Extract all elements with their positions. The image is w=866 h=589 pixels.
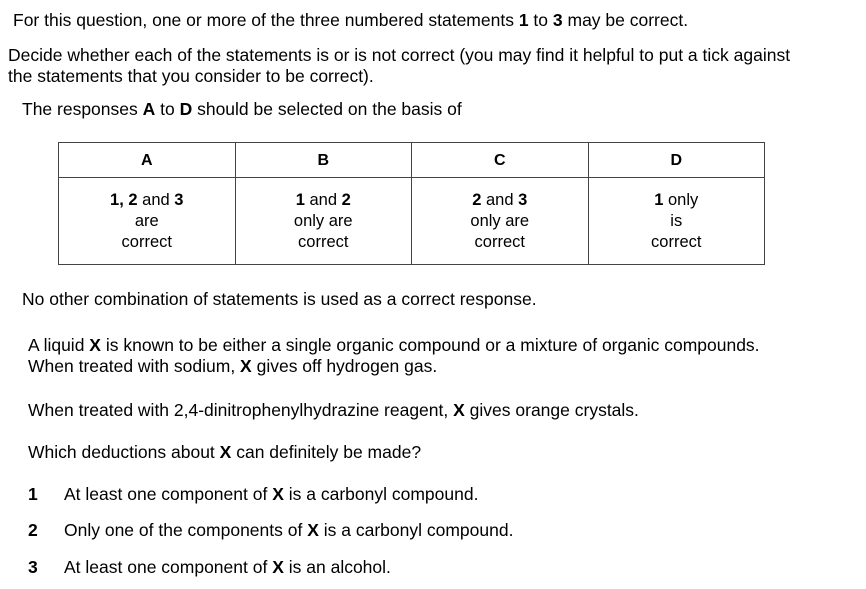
no-other-note: No other combination of statements is used as a correct response. <box>22 289 537 309</box>
cell-a: 1, 2 and 3 are correct <box>59 178 236 265</box>
basis-text: The responses <box>22 99 143 119</box>
compound-x: X <box>219 442 232 462</box>
header-a: A <box>59 143 236 178</box>
header-d: D <box>588 143 765 178</box>
response-key-table <box>58 142 765 265</box>
cell-d: 1 only is correct <box>588 178 765 265</box>
statement-ref: 3 <box>552 10 563 30</box>
intro-line <box>13 10 688 31</box>
compound-x: X <box>453 400 465 420</box>
table-header-row <box>59 143 765 178</box>
question-paragraph-2: When treated with 2,4-dinitrophenylhydrazine reagent, X gives orange crystals. <box>28 400 639 420</box>
response-ref: D <box>179 99 193 119</box>
basis-line <box>22 99 462 120</box>
statement-number: 1 <box>28 484 38 504</box>
list-item: 2 Only one of the components of X is a carbonyl compound. <box>28 520 514 540</box>
decide-line-1: Decide whether each of the statements is or is not correct (you may find it helpful to put a tick against <box>8 45 791 65</box>
cell-b: 1 and 2 only are correct <box>235 178 412 265</box>
header-c: C <box>412 143 589 178</box>
table-row <box>59 178 765 265</box>
statement-number: 2 <box>28 520 38 540</box>
statement-ref: 1 <box>518 10 529 30</box>
header-b: B <box>235 143 412 178</box>
list-item: 3 At least one component of X is an alcohol. <box>28 557 391 577</box>
intro-text: to <box>528 10 553 30</box>
cell-c: 2 and 3 only are correct <box>412 178 589 265</box>
basis-text: should be selected on the basis of <box>192 99 462 119</box>
compound-x: X <box>240 356 252 376</box>
intro-text: may be correct. <box>562 10 689 30</box>
question-paragraph-1: A liquid X is known to be either a single organic compound or a mixture of organic compounds. When treated with sodium, X gives off hydrogen gas. <box>28 335 760 376</box>
intro-text: For this question, one or more of the three numbered statements <box>13 10 519 30</box>
decide-line-2: the statements that you consider to be correct). <box>8 66 374 86</box>
list-item: 1 At least one component of X is a carbonyl compound. <box>28 484 479 504</box>
compound-x: X <box>89 335 101 355</box>
statement-number: 3 <box>28 557 38 577</box>
basis-text: to <box>155 99 180 119</box>
question-prompt: Which deductions about X can definitely be made? <box>28 442 422 462</box>
response-ref: A <box>142 99 156 119</box>
